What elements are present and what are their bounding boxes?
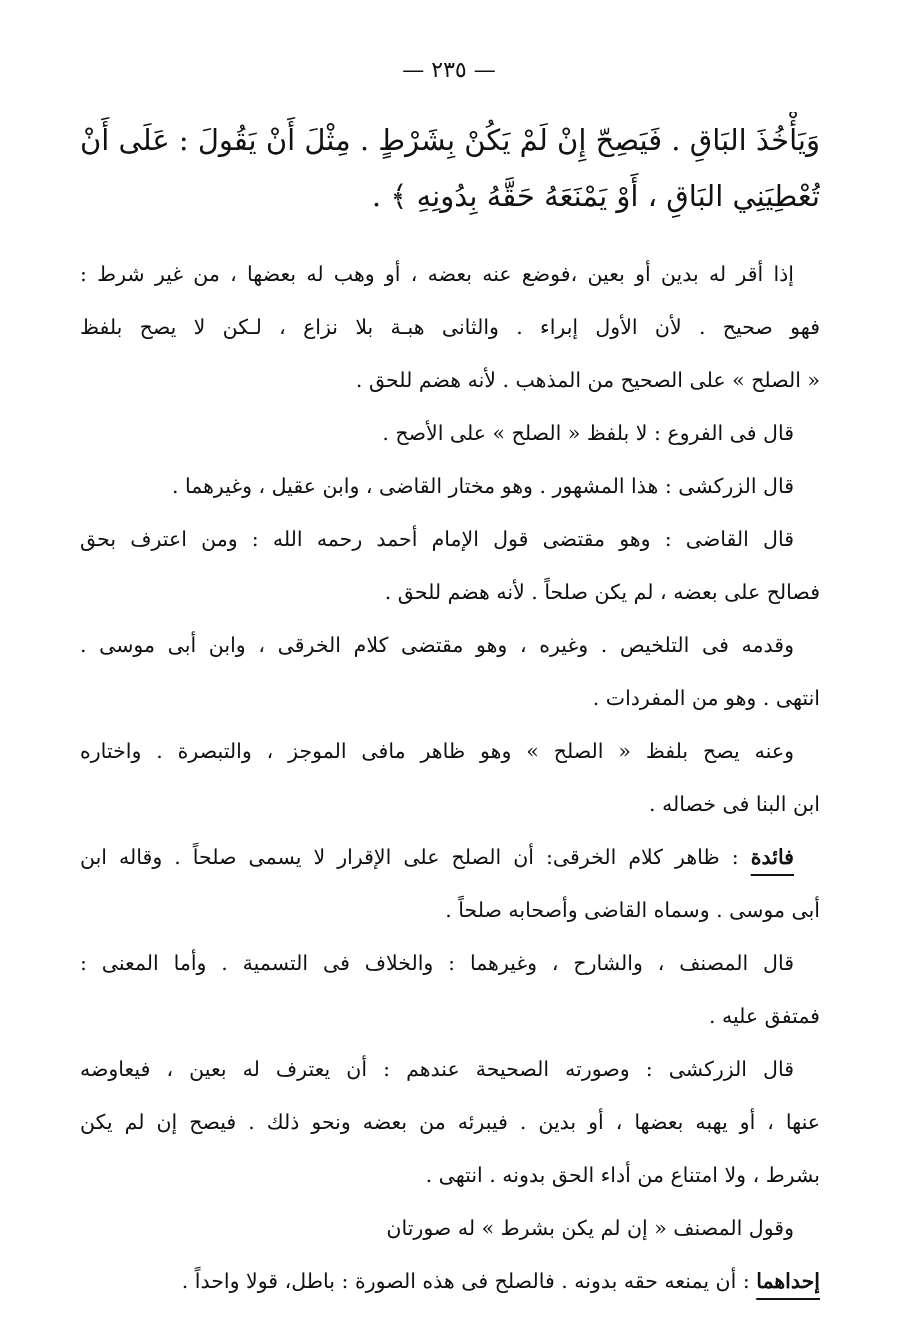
commentary-line [80, 725, 820, 778]
commentary-line [80, 407, 820, 460]
commentary-line [80, 1255, 820, 1308]
commentary-line-text: قال المصنف ، والشارح ، وغيرهما : والخلاف فى التسمية . وأما المعنى : [80, 951, 794, 975]
commentary-line [80, 513, 820, 566]
commentary-line [80, 301, 820, 354]
commentary-line-text: عنها ، أو يهبه بعضها ، أو بدين . فيبرئه من بعضه ونحو ذلك . فيصح إن لم يكن [80, 1110, 820, 1134]
commentary-line-text: قال القاضى : وهو مقتضى قول الإمام أحمد رحمه الله : ومن اعترف بحق [80, 527, 794, 551]
commentary-line [80, 778, 820, 831]
commentary-line [80, 1149, 820, 1202]
commentary-line [80, 884, 820, 937]
commentary-line-text: فمتفق عليه . [708, 1004, 820, 1028]
commentary-line-text: : أن يمنعه حقه بدونه . فالصلح فى هذه الصورة : باطل، قولا واحداً . [181, 1269, 750, 1293]
commentary-line [80, 672, 820, 725]
matn-text [80, 112, 820, 224]
commentary-line-text: أبى موسى . وسماه القاضى وأصحابه صلحاً . [445, 898, 820, 922]
commentary-line [80, 990, 820, 1043]
commentary-line-text: قال الزركشى : هذا المشهور . وهو مختار القاضى ، وابن عقيل ، وغيرهما . [171, 474, 794, 498]
commentary-line-text: : ظاهر كلام الخرقى: أن الصلح على الإقرار لا يسمى صلحاً . وقاله ابن [80, 845, 739, 869]
commentary-line-text: « الصلح » على الصحيح من المذهب . لأنه هضم للحق . [355, 368, 820, 392]
commentary-line-text: فصالح على بعضه ، لم يكن صلحاً . لأنه هضم للحق . [384, 580, 820, 604]
commentary-line-text: انتهى . وهو من المفردات . [592, 686, 820, 710]
page-number: — ٢٣٥ — [402, 58, 496, 83]
commentary-line-text: وعنه يصح بلفظ « الصلح » وهو ظاهر مافى الموجز ، والتبصرة . واختاره [80, 739, 794, 763]
commentary-line [80, 619, 820, 672]
matn-line-1: وَيَأْخُذَ البَاقِ . فَيَصِحّ إِنْ لَمْ يَكُنْ بِشَرْطٍ . مِثْلَ أَنْ يَقُولَ : عَلَى أَنْ [80, 123, 820, 157]
commentary-line [80, 1096, 820, 1149]
commentary-line [80, 354, 820, 407]
commentary-text [80, 248, 820, 1308]
commentary-line-text: قال فى الفروع : لا بلفظ « الصلح » على الأصح . [382, 421, 794, 445]
commentary-line [80, 937, 820, 990]
commentary-line [80, 248, 820, 301]
commentary-line-text: قال الزركشى : وصورته الصحيحة عندهم : أن يعترف له بعين ، فيعاوضه [80, 1057, 794, 1081]
matn-line-2: تُعْطِيَنِي البَاقِ ، أَوْ يَمْنَعَهُ حَقَّهُ بِدُونِهِ ﴾ . [371, 179, 820, 213]
commentary-line-text: فهو صحيح . لأن الأول إبراء . والثانى هبـة بلا نزاع ، لـكن لا يصح بلفظ [80, 315, 820, 339]
commentary-line-text: وقول المصنف « إن لم يكن بشرط » له صورتان [386, 1216, 794, 1240]
section-label: فائدة [750, 845, 794, 869]
commentary-line [80, 460, 820, 513]
commentary-line [80, 831, 820, 884]
commentary-line-text: ابن البنا فى خصاله . [649, 792, 820, 816]
commentary-line-text: وقدمه فى التلخيص . وغيره ، وهو مقتضى كلام الخرقى ، وابن أبى موسى . [80, 633, 794, 657]
commentary-line [80, 566, 820, 619]
commentary-line [80, 1043, 820, 1096]
commentary-line-text: بشرط ، ولا امتناع من أداء الحق بدونه . انتهى . [425, 1163, 820, 1187]
section-label: إحداهما [756, 1269, 820, 1293]
commentary-line [80, 1202, 820, 1255]
commentary-line-text: إذا أقر له بدين أو بعين ،فوضع عنه بعضه ، أو وهب له بعضها ، من غير شرط : [80, 262, 794, 286]
